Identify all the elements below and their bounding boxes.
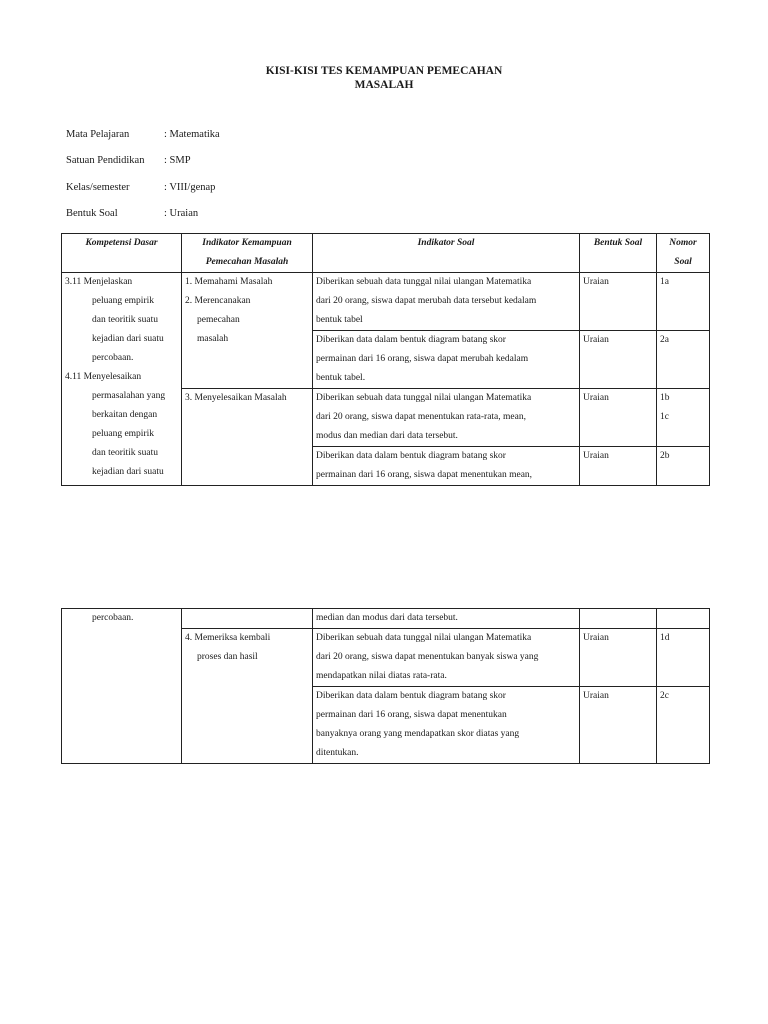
cell-nomor-soal: 2a bbox=[657, 331, 710, 389]
meta-label: Kelas/semester bbox=[66, 182, 130, 193]
cell-bentuk-soal: Uraian bbox=[580, 331, 657, 389]
meta-label: Bentuk Soal bbox=[66, 208, 118, 219]
cell-indikator-soal: median dan modus dari data tersebut. bbox=[313, 609, 580, 629]
header-indikator-kemampuan: Indikator Kemampuan Pemecahan Masalah bbox=[182, 234, 313, 273]
cell-indikator-soal: Diberikan sebuah data tunggal nilai ulangan Matematika dari 20 orang, siswa dapat merubah data tersebut kedalam bentuk tabel bbox=[313, 273, 580, 331]
grid-table-page1 bbox=[61, 233, 710, 486]
cell-indikator-soal: Diberikan data dalam bentuk diagram batang skor permainan dari 16 orang, siswa dapat merubah kedalam bentuk tabel. bbox=[313, 331, 580, 389]
cell-indikator-soal: Diberikan sebuah data tunggal nilai ulangan Matematika dari 20 orang, siswa dapat menentukan banyak siswa yang mendapatkan nilai diatas rata-rata. bbox=[313, 629, 580, 687]
cell-nomor-soal: 1d bbox=[657, 629, 710, 687]
cell-indikator-soal: Diberikan data dalam bentuk diagram batang skor permainan dari 16 orang, siswa dapat menentukan mean, bbox=[313, 447, 580, 486]
cell-indikator-soal: Diberikan sebuah data tunggal nilai ulangan Matematika dari 20 orang, siswa dapat menentukan rata-rata, mean, modus dan median dari data tersebut. bbox=[313, 389, 580, 447]
table-header-row bbox=[62, 234, 710, 273]
document-title bbox=[0, 64, 768, 92]
cell-indikator-kemampuan bbox=[182, 609, 313, 629]
title-line-2: MASALAH bbox=[354, 79, 414, 91]
cell-bentuk-soal bbox=[580, 609, 657, 629]
cell-indikator-kemampuan: 3. Menyelesaikan Masalah bbox=[182, 389, 313, 486]
meta-value: : Matematika bbox=[164, 129, 220, 140]
table-row bbox=[62, 609, 710, 629]
header-indikator-soal: Indikator Soal bbox=[313, 234, 580, 273]
cell-kompetensi-dasar: 3.11 Menjelaskan peluang empirik dan teoritik suatu kejadian dari suatu percobaan. 4.11 Menyelesaikan permasalahan yang berkaitan dengan peluang empirik dan teoritik suatu kejadian dari suatu bbox=[62, 273, 182, 486]
cell-nomor-soal: 2c bbox=[657, 687, 710, 764]
cell-nomor-soal bbox=[657, 609, 710, 629]
cell-indikator-kemampuan: 1. Memahami Masalah 2. Merencanakan pemecahan masalah bbox=[182, 273, 313, 389]
cell-indikator-kemampuan: 4. Memeriksa kembali proses dan hasil bbox=[182, 629, 313, 764]
meta-value: : Uraian bbox=[164, 208, 199, 219]
header-bentuk-soal: Bentuk Soal bbox=[580, 234, 657, 273]
meta-label: Satuan Pendidikan bbox=[66, 155, 145, 166]
cell-nomor-soal: 1b 1c bbox=[657, 389, 710, 447]
cell-kompetensi-dasar: percobaan. bbox=[62, 609, 182, 764]
cell-nomor-soal: 2b bbox=[657, 447, 710, 486]
table-row bbox=[62, 273, 710, 331]
cell-indikator-soal: Diberikan data dalam bentuk diagram batang skor permainan dari 16 orang, siswa dapat menentukan banyaknya orang yang mendapatkan skor diatas yang ditentukan. bbox=[313, 687, 580, 764]
header-nomor-soal: Nomor Soal bbox=[657, 234, 710, 273]
cell-bentuk-soal: Uraian bbox=[580, 447, 657, 486]
title-line-1: KISI-KISI TES KEMAMPUAN PEMECAHAN bbox=[265, 65, 503, 77]
cell-bentuk-soal: Uraian bbox=[580, 389, 657, 447]
meta-value: : SMP bbox=[164, 155, 191, 166]
cell-nomor-soal: 1a bbox=[657, 273, 710, 331]
cell-bentuk-soal: Uraian bbox=[580, 687, 657, 764]
grid-table-page2 bbox=[61, 608, 710, 764]
meta-value: : VIII/genap bbox=[164, 182, 216, 193]
cell-bentuk-soal: Uraian bbox=[580, 629, 657, 687]
meta-label: Mata Pelajaran bbox=[66, 129, 130, 140]
cell-bentuk-soal: Uraian bbox=[580, 273, 657, 331]
header-kompetensi-dasar: Kompetensi Dasar bbox=[62, 234, 182, 273]
